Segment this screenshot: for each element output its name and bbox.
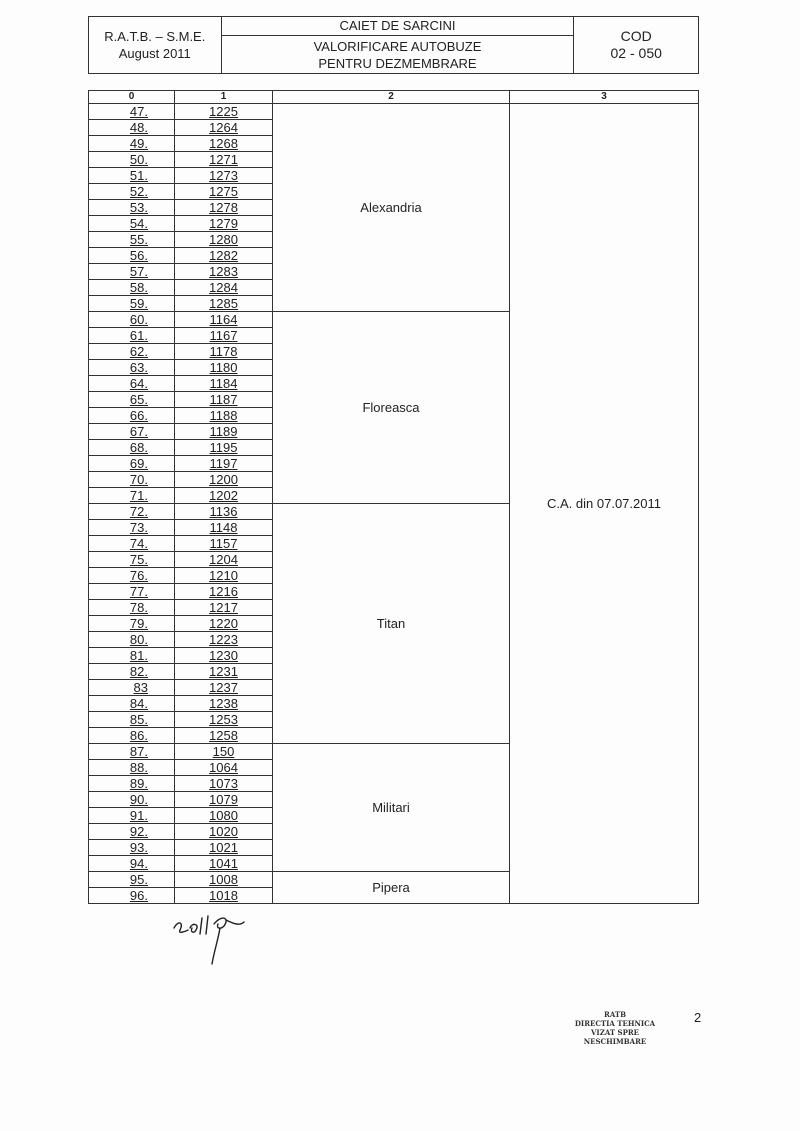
approval-stamp [560,1010,670,1046]
bus-number: 1223 [175,632,273,648]
bus-number: 1231 [175,664,273,680]
column-header: 0 [89,91,175,104]
org-date: August 2011 [118,46,191,61]
row-number: 88. [89,760,175,776]
bus-number: 1187 [175,392,273,408]
row-number: 94. [89,856,175,872]
stamp-line: RATB [604,1010,626,1019]
row-number: 48. [89,120,175,136]
bus-number: 1285 [175,296,273,312]
row-number: 76. [89,568,175,584]
bus-number: 1018 [175,888,273,904]
row-number: 56. [89,248,175,264]
bus-number: 1157 [175,536,273,552]
bus-number: 1230 [175,648,273,664]
row-number: 78. [89,600,175,616]
bus-number: 1284 [175,280,273,296]
row-number: 66. [89,408,175,424]
header-title-cell [222,17,575,73]
row-number: 57. [89,264,175,280]
row-number: 84. [89,696,175,712]
bus-number: 1020 [175,824,273,840]
table-row [89,104,699,120]
row-number: 82. [89,664,175,680]
row-number: 72. [89,504,175,520]
bus-number: 1200 [175,472,273,488]
row-number: 91. [89,808,175,824]
bus-number: 1237 [175,680,273,696]
stamp-line: VIZAT SPRE NESCHIMBARE [583,1028,647,1046]
bus-number: 1264 [175,120,273,136]
row-number: 59. [89,296,175,312]
row-number: 74. [89,536,175,552]
row-number: 90. [89,792,175,808]
bus-number: 1258 [175,728,273,744]
doc-subtitle-1: VALORIFICARE AUTOBUZE [313,39,482,54]
bus-number: 1041 [175,856,273,872]
doc-subtitle-2: PENTRU DEZMEMBRARE [318,56,477,71]
page-number: 2 [694,1010,702,1025]
bus-number: 1282 [175,248,273,264]
column-header: 1 [175,91,273,104]
row-number: 69. [89,456,175,472]
bus-number: 1280 [175,232,273,248]
bus-number: 1268 [175,136,273,152]
bus-number: 1079 [175,792,273,808]
bus-number: 1202 [175,488,273,504]
code-value: 02 - 050 [610,45,662,61]
row-number: 63. [89,360,175,376]
row-number: 55. [89,232,175,248]
depot-name: Militari [273,744,510,872]
table-body [89,104,699,904]
stamp-line: DIRECTIA TEHNICA [574,1019,656,1028]
row-number: 89. [89,776,175,792]
bus-number: 1189 [175,424,273,440]
row-number: 93. [89,840,175,856]
bus-table [88,90,699,904]
depot-name: Pipera [273,872,510,904]
row-number: 49. [89,136,175,152]
bus-number: 1178 [175,344,273,360]
row-number: 53. [89,200,175,216]
depot-name: Alexandria [273,104,510,312]
bus-number: 1064 [175,760,273,776]
row-number: 68. [89,440,175,456]
document-header [88,16,699,74]
bus-number: 1278 [175,200,273,216]
bus-number: 1148 [175,520,273,536]
bus-number: 150 [175,744,273,760]
row-number: 83 [89,680,175,696]
bus-number: 1195 [175,440,273,456]
bus-number: 1210 [175,568,273,584]
bus-number: 1275 [175,184,273,200]
bus-number: 1283 [175,264,273,280]
bus-number: 1164 [175,312,273,328]
header-org-cell [89,17,222,73]
row-number: 67. [89,424,175,440]
row-number: 58. [89,280,175,296]
column-header: 3 [510,91,699,104]
bus-number: 1238 [175,696,273,712]
bus-number: 1217 [175,600,273,616]
row-number: 70. [89,472,175,488]
bus-number: 1136 [175,504,273,520]
row-number: 52. [89,184,175,200]
bus-number: 1279 [175,216,273,232]
header-code-cell [574,17,698,73]
column-header: 2 [273,91,510,104]
row-number: 85. [89,712,175,728]
row-number: 60. [89,312,175,328]
bus-number: 1167 [175,328,273,344]
bus-number: 1008 [175,872,273,888]
row-number: 81. [89,648,175,664]
bus-number: 1225 [175,104,273,120]
row-number: 73. [89,520,175,536]
approval-reference: C.A. din 07.07.2011 [510,104,699,904]
bus-number: 1220 [175,616,273,632]
bus-number: 1271 [175,152,273,168]
handwritten-signature [170,910,250,970]
table-header-row [89,91,699,104]
bus-number: 1073 [175,776,273,792]
depot-name: Floreasca [273,312,510,504]
bus-number: 1204 [175,552,273,568]
row-number: 64. [89,376,175,392]
row-number: 50. [89,152,175,168]
row-number: 51. [89,168,175,184]
bus-number: 1180 [175,360,273,376]
row-number: 77. [89,584,175,600]
row-number: 87. [89,744,175,760]
row-number: 75. [89,552,175,568]
bus-number: 1197 [175,456,273,472]
bus-number: 1273 [175,168,273,184]
row-number: 47. [89,104,175,120]
row-number: 61. [89,328,175,344]
bus-number: 1188 [175,408,273,424]
row-number: 92. [89,824,175,840]
row-number: 96. [89,888,175,904]
doc-title: CAIET DE SARCINI [222,17,574,36]
bus-number: 1184 [175,376,273,392]
row-number: 65. [89,392,175,408]
row-number: 86. [89,728,175,744]
row-number: 79. [89,616,175,632]
bus-number: 1080 [175,808,273,824]
depot-name: Titan [273,504,510,744]
code-label: COD [620,28,652,44]
row-number: 80. [89,632,175,648]
org-name: R.A.T.B. – S.M.E. [104,29,206,44]
row-number: 95. [89,872,175,888]
row-number: 71. [89,488,175,504]
row-number: 54. [89,216,175,232]
bus-number: 1021 [175,840,273,856]
row-number: 62. [89,344,175,360]
bus-number: 1253 [175,712,273,728]
bus-number: 1216 [175,584,273,600]
